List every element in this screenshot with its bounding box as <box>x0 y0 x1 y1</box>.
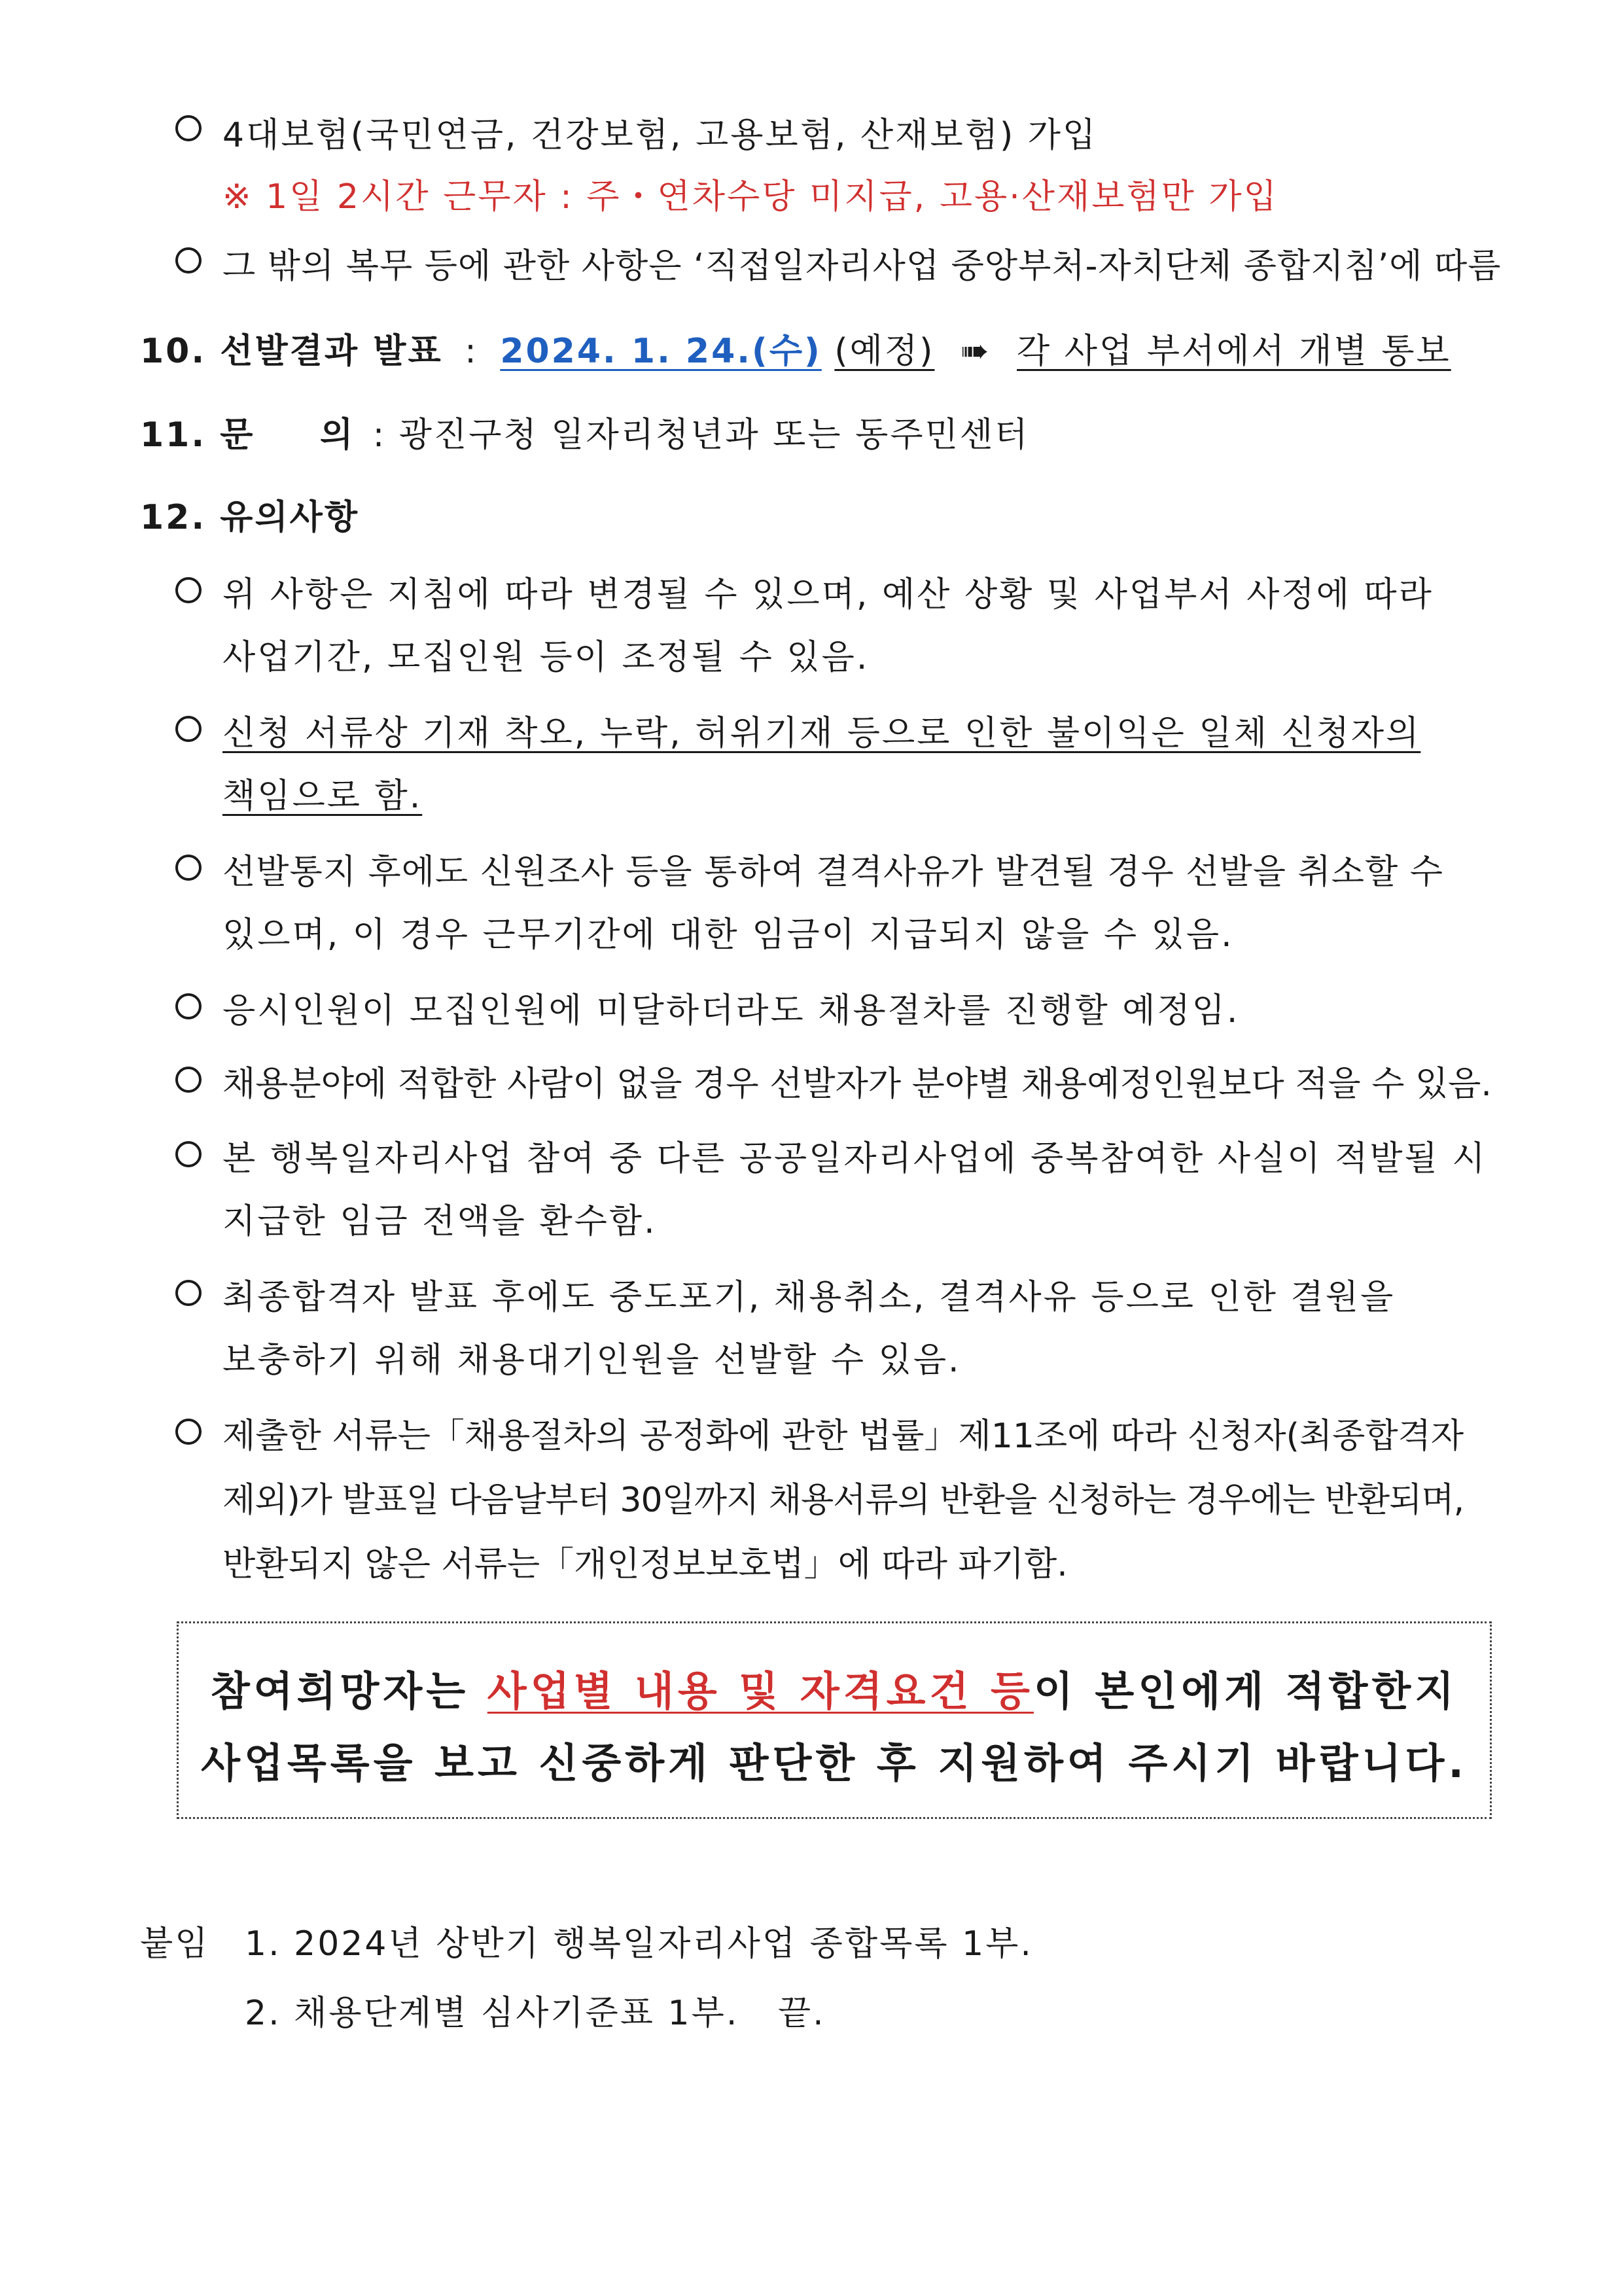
notice-item-line: 있으며, 이 경우 근무기간에 대한 임금이 지급되지 않을 수 있음. <box>222 915 1234 955</box>
notice-line-2: 사업목록을 보고 신중하게 판단한 후 지원하여 주시기 바랍니다. <box>201 1739 1468 1787</box>
bullet-circle-icon <box>175 716 202 742</box>
notice-item-line: 제출한 서류는「채용절차의 공정화에 관한 법률」제11조에 따라 신청자(최종합격자 <box>222 1417 1464 1456</box>
notice-item-line: 채용분야에 적합한 사람이 없을 경우 선발자가 분야별 채용예정인원보다 적을 수 있음. <box>222 1065 1492 1104</box>
notice-item-line: 최종합격자 발표 후에도 중도포기, 채용취소, 결격사유 등으로 인한 결원을 <box>222 1278 1396 1317</box>
announcement-result: 각 사업 부서에서 개별 통보 <box>1017 332 1451 371</box>
notice-pre: 참여희망자는 <box>210 1667 487 1715</box>
bullet-circle-icon <box>175 1067 202 1093</box>
bullet-circle-icon <box>175 993 202 1019</box>
section-11-text: : 광진구청 일자리청년과 또는 동주민센터 <box>372 415 1030 455</box>
attachment-item-2 <box>245 1985 826 2034</box>
item-insurance: 4대보험(국민연금, 건강보험, 고용보험, 산재보험) 가입 <box>222 116 1098 155</box>
bullet-circle-icon <box>175 1280 202 1306</box>
notice-item-line: 선발통지 후에도 신원조사 등을 통하여 결격사유가 발견될 경우 선발을 취소할 수 <box>222 853 1443 892</box>
bullet-circle-icon <box>175 1141 202 1167</box>
section-11-heading-num: 11. 문 <box>140 415 255 455</box>
notice-item-line: 제외)가 발표일 다음날부터 30일까지 채용서류의 반환을 신청하는 경우에는 반환되며, <box>222 1481 1464 1520</box>
bullet-circle-icon <box>175 577 202 603</box>
arrow-right-icon: ➠ <box>960 332 991 371</box>
note-insurance: ※ 1일 2시간 근무자 : 주・연차수당 미지급, 고용·산재보험만 가입 <box>222 177 1278 217</box>
notice-highlight: 사업별 내용 및 자격요건 등 <box>487 1667 1034 1715</box>
attachment-end: 끝. <box>777 1994 826 2033</box>
section-10-heading: 10. 선발결과 발표 <box>140 332 443 371</box>
notice-item-line: 신청 서류상 기재 착오, 누락, 허위기재 등으로 인한 불이익은 일체 신청자의 <box>222 714 1421 753</box>
bullet-circle-icon <box>175 115 202 141</box>
announcement-date-note: (예정) <box>834 332 935 371</box>
notice-item-line: 지급한 임금 전액을 환수함. <box>222 1202 657 1241</box>
section-10 <box>140 323 1451 372</box>
section-10-colon: : <box>465 332 478 371</box>
notice-item-line: 보충하기 위해 채용대기인원을 선발할 수 있음. <box>222 1341 961 1380</box>
notice-item-line: 책임으로 함. <box>222 777 423 816</box>
attachment-item-2-text: 2. 채용단계별 심사기준표 1부. <box>245 1994 739 2033</box>
attachment-item-1: 1. 2024년 상반기 행복일자리사업 종합목록 1부. <box>245 1924 1033 1964</box>
bullet-circle-icon <box>175 855 202 881</box>
notice-post: 이 본인에게 적합한지 <box>1033 1667 1458 1715</box>
section-12-heading: 12. 유의사항 <box>140 498 360 537</box>
item-other: 그 밖의 복무 등에 관한 사항은 ‘직접일자리사업 중앙부처-자치단체 종합지침’에 따름 <box>222 247 1502 286</box>
notice-item-line: 반환되지 않은 서류는「개인정보보호법」에 따라 파기함. <box>222 1545 1068 1584</box>
section-11 <box>140 407 1029 456</box>
announcement-date: 2024. 1. 24.(수) <box>500 332 822 371</box>
notice-item-line: 본 행복일자리사업 참여 중 다른 공공일자리사업에 중복참여한 사실이 적발될 시 <box>222 1139 1487 1178</box>
bullet-circle-icon <box>175 247 202 274</box>
notice-item-line: 위 사항은 지침에 따라 변경될 수 있으며, 예산 상황 및 사업부서 사정에 따라 <box>222 575 1434 614</box>
notice-item-line: 사업기간, 모집인원 등이 조정될 수 있음. <box>222 638 870 677</box>
notice-box <box>177 1621 1492 1819</box>
attachment-label: 붙임 <box>140 1924 210 1964</box>
notice-item-line: 응시인원이 모집인원에 미달하더라도 채용절차를 진행할 예정임. <box>222 991 1240 1031</box>
section-11-heading-end: 의 <box>319 415 355 455</box>
bullet-circle-icon <box>175 1419 202 1445</box>
notice-line-1 <box>179 1659 1490 1717</box>
